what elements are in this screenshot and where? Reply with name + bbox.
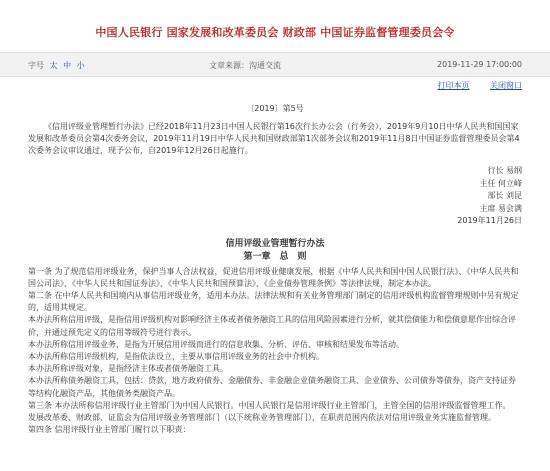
signature-line: 部长 刘昆 (487, 191, 522, 200)
chapter-heading: 第一章 总 则 (243, 251, 307, 262)
article-source: 文章来源：沟通交流 (209, 61, 281, 70)
article-paragraph: 第三条 本办法所称信用评级行业主管部门为中国人民银行。中国人民银行是信用评级行业主管部门，主管全国的信用评级监督管理工作。 (28, 400, 511, 410)
signature-block (28, 165, 522, 228)
document-body (28, 103, 522, 436)
article-paragraph: 本办法所称评级对象，是指经济主体或者债务融资工具。 (28, 364, 228, 374)
page-title: 中国人民银行 国家发展和改革委员会 财政部 中国证券监督管理委员会令 (95, 26, 455, 39)
publish-date: 2019-11-29 17:00:00 (437, 60, 522, 69)
font-size-control (28, 60, 85, 71)
signature-line: 主席 易会满 (479, 203, 522, 213)
article-paragraph: 第四条 信用评级行业主管部门履行以下职责： (28, 425, 191, 435)
print-link[interactable]: 打印本页 (437, 81, 470, 90)
article-paragraph: 本办法所称信用评级，是指信用评级机构对影响经济主体或者债务融资工具的信用风险因素进行分析，就其偿债能力和偿债意愿作出综合评价，并通过预先定义的信用等级符号进行表示。 (28, 315, 516, 337)
font-size-medium-link[interactable]: 中 (63, 61, 72, 70)
article-paragraph: 第一条 为了规范信用评级业务，保护当事人合法权益，促进信用评级业健康发展，根据《中华人民共和国中国人民银行法》、《中华人民共和国公司法》、《中华人民共和国证券法》、《中华人民共和国预算法》、《企业债券管理条例》等法律法规，制定本办法。 (28, 266, 519, 288)
article-paragraph: 本办法所称债务融资工具，包括：贷款，地方政府债券、金融债券、非金融企业债务融资工具、企业债券、公司债券等债券，资产支持证券等结构化融资产品，其他债务类融资产品。 (28, 376, 516, 398)
page-actions (419, 80, 522, 91)
article-paragraph: 第二条 在中华人民共和国境内从事信用评级业务，适用本办法。法律法规和有关业务管理部门制定的信用评级机构监督管理规则中另有规定的，适用其规定。 (28, 290, 519, 313)
article-paragraph: 本办法所称信用评级机构，是指依法设立，主要从事信用评级业务的社会中介机构。 (28, 351, 324, 361)
close-window-link[interactable]: 关闭窗口 (490, 81, 522, 90)
font-size-small-link[interactable]: 小 (76, 61, 85, 70)
font-size-label: 字号 (28, 61, 44, 70)
signature-line: 行长 易纲 (487, 166, 522, 175)
signature-date: 2019年11月26日 (457, 216, 522, 225)
font-size-large-link[interactable]: 太 (49, 61, 58, 70)
document-number: 〔2019〕第5号 (246, 104, 304, 113)
regulation-title: 信用评级业管理暂行办法 (225, 238, 325, 249)
signature-line: 主任 何立峰 (479, 178, 522, 188)
preamble: 《信用评级业管理暂行办法》已经2018年11月23日中国人民银行第16次行长办公会（行务会），2019年9月10日中华人民共和国国家发展和改革委员会第4次委务会议，2019年11月19日中华人民共和国财政部第1次部务会议和2019年11月8日中国证券监督管理委员会第4次委务会议审议通过，现予公布，自2019年12月26日起施行。 (28, 122, 520, 155)
article-paragraph: 本办法所称信用评级业务，是指为开展信用评级而进行的信息收集、分析、评估、审核和结果发布等活动。 (28, 339, 404, 349)
meta-bar (0, 52, 550, 77)
article-paragraph: 发展改革委、财政部、证监会为信用评级业务管理部门（以下统称业务管理部门），在职责范围内依法对信用评级业务实施监督管理。 (28, 412, 496, 422)
